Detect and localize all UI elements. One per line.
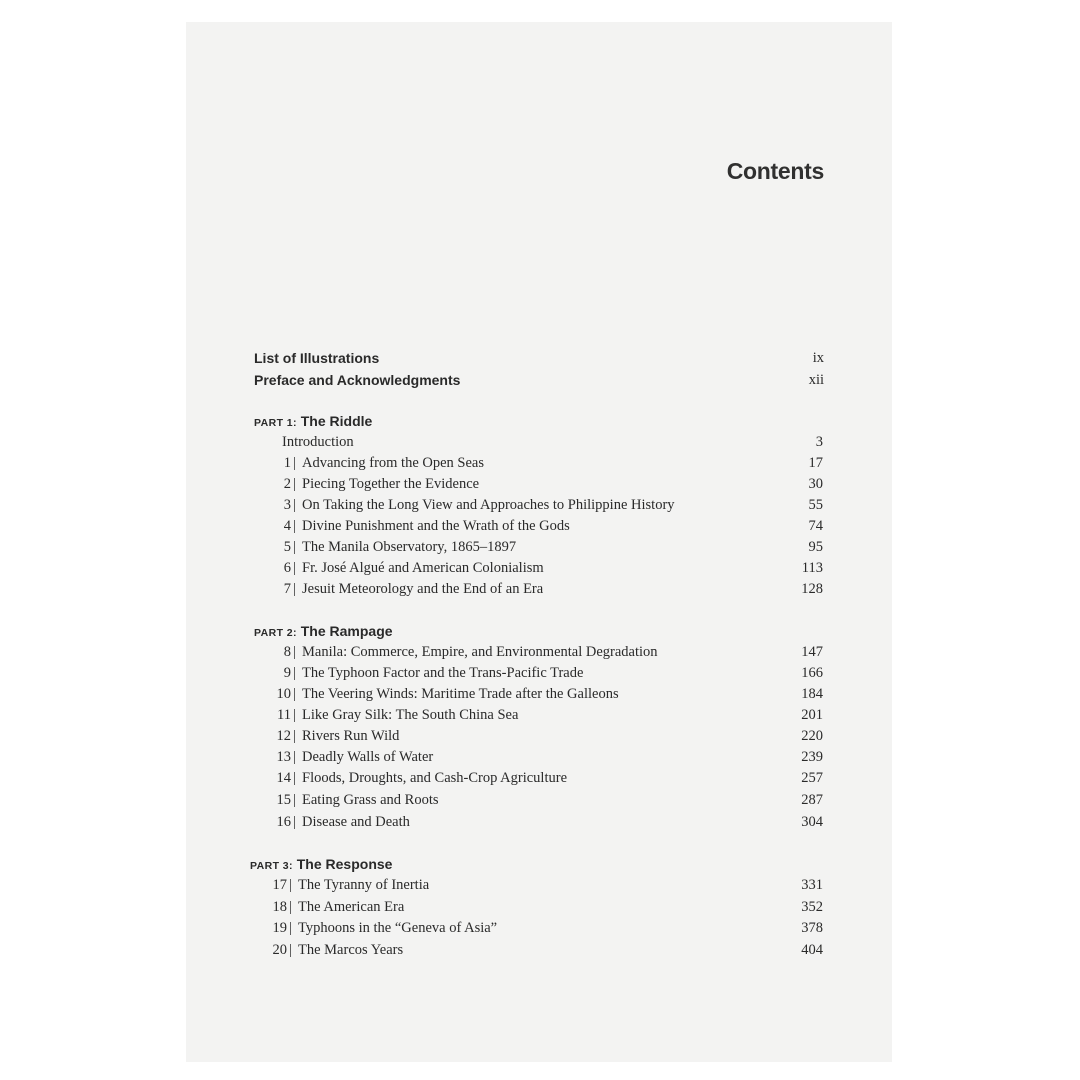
chapter-number: 1: [283, 455, 291, 471]
page-number: 257: [801, 770, 823, 786]
separator: |: [289, 899, 292, 915]
chapter-title: The Veering Winds: Maritime Trade after the Galleons: [302, 686, 619, 702]
separator: |: [289, 877, 292, 893]
page-title: Contents: [726, 158, 824, 184]
chapter-title: The American Era: [298, 899, 405, 915]
page-number: 184: [801, 686, 823, 702]
chapter-title: Typhoons in the “Geneva of Asia”: [298, 920, 498, 936]
part-title: The Response: [296, 856, 393, 872]
part-number: PART 3:: [250, 860, 293, 872]
chapter-title: Fr. José Algué and American Colonialism: [302, 560, 544, 576]
separator: |: [293, 770, 296, 786]
chapter-title: Eating Grass and Roots: [302, 792, 439, 808]
part-number: PART 1:: [254, 417, 297, 429]
chapter-number: 15: [276, 792, 291, 808]
separator: |: [293, 518, 296, 534]
page-number: 378: [801, 920, 823, 936]
chapter-number: 19: [272, 920, 287, 936]
page-number: 352: [801, 899, 823, 915]
page-number: 239: [801, 749, 823, 765]
chapter-number: 13: [276, 749, 291, 765]
chapter-number: 11: [277, 707, 291, 723]
separator: |: [293, 560, 296, 576]
chapter-title: Disease and Death: [302, 814, 410, 830]
chapter-number: 17: [272, 877, 287, 893]
chapter-number: 12: [276, 728, 291, 744]
chapter-title: Manila: Commerce, Empire, and Environmental Degradation: [302, 644, 658, 660]
page-number: 17: [808, 455, 823, 471]
page-number: 287: [801, 792, 823, 808]
chapter-number: 2: [283, 476, 291, 492]
chapter-title: Floods, Droughts, and Cash-Crop Agriculture: [302, 770, 568, 786]
page-number: 95: [808, 539, 823, 555]
chapter-title: The Typhoon Factor and the Trans-Pacific Trade: [302, 665, 584, 681]
page-number: 201: [801, 707, 823, 723]
page-number: 74: [808, 518, 823, 534]
separator: |: [293, 707, 296, 723]
separator: |: [289, 942, 292, 958]
chapter-title: Like Gray Silk: The South China Sea: [302, 707, 519, 723]
page-number: 3: [815, 434, 823, 450]
chapter-number: 6: [283, 560, 291, 576]
page-number: 331: [801, 877, 823, 893]
page-number: 113: [801, 560, 823, 576]
chapter-title: The Manila Observatory, 1865–1897: [302, 539, 517, 555]
chapter-title: Rivers Run Wild: [302, 728, 400, 744]
separator: |: [293, 581, 296, 597]
separator: |: [293, 644, 296, 660]
part-number: PART 2:: [254, 627, 297, 639]
page-number: 220: [801, 728, 823, 744]
separator: |: [293, 814, 296, 830]
chapter-number: 10: [276, 686, 291, 702]
page-number: xii: [808, 372, 824, 388]
chapter-number: 3: [283, 497, 291, 513]
chapter-number: 4: [283, 518, 291, 534]
chapter-title: Deadly Walls of Water: [302, 749, 434, 765]
separator: |: [293, 497, 296, 513]
chapter-title: The Marcos Years: [298, 942, 404, 958]
separator: |: [293, 792, 296, 808]
chapter-title: Introduction: [282, 434, 354, 450]
chapter-title: Divine Punishment and the Wrath of the Gods: [302, 518, 570, 534]
separator: |: [293, 539, 296, 555]
page-number: 55: [808, 497, 823, 513]
chapter-number: 16: [276, 814, 291, 830]
chapter-title: Jesuit Meteorology and the End of an Era: [302, 581, 544, 597]
front-item-title: Preface and Acknowledgments: [254, 372, 461, 388]
chapter-number: 8: [283, 644, 291, 660]
page-number: 166: [801, 665, 823, 681]
page-number: 147: [801, 644, 823, 660]
chapter-title: On Taking the Long View and Approaches to Philippine History: [302, 497, 675, 513]
chapter-title: Advancing from the Open Seas: [302, 455, 485, 471]
chapter-title: Piecing Together the Evidence: [302, 476, 480, 492]
page-number: 30: [808, 476, 823, 492]
separator: |: [293, 455, 296, 471]
page-number: 128: [801, 581, 823, 597]
chapter-title: The Tyranny of Inertia: [298, 877, 430, 893]
separator: |: [293, 749, 296, 765]
chapter-number: 18: [272, 899, 287, 915]
part-title: The Rampage: [300, 623, 393, 639]
page-number: 304: [801, 814, 823, 830]
separator: |: [293, 476, 296, 492]
chapter-number: 20: [272, 942, 287, 958]
separator: |: [293, 665, 296, 681]
chapter-number: 9: [283, 665, 291, 681]
part-title: The Riddle: [300, 413, 373, 429]
chapter-number: 5: [283, 539, 291, 555]
chapter-number: 7: [283, 581, 291, 597]
chapter-number: 14: [276, 770, 291, 786]
front-item-title: List of Illustrations: [254, 350, 380, 366]
separator: |: [293, 686, 296, 702]
separator: |: [293, 728, 296, 744]
separator: |: [289, 920, 292, 936]
page-number: ix: [812, 350, 824, 366]
page-number: 404: [801, 942, 823, 958]
